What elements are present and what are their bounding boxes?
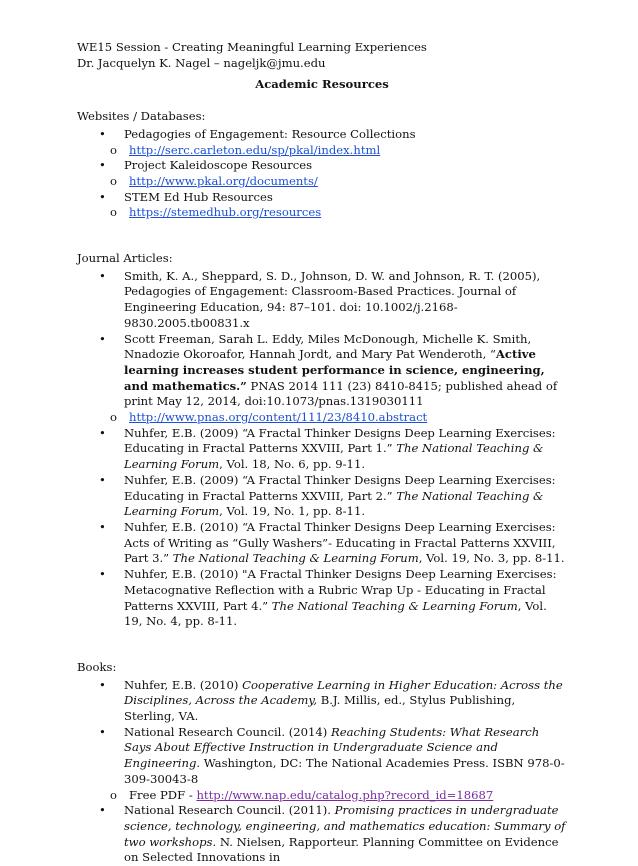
citation-text: Nuhfer, E.B. (2010) “A Fractal Thinker Designs Deep Learning Exercises: Acts of Writing as “Gully Washers”- Educating in Fractal Patterns XXVIII, Part 3.” — [124, 519, 556, 566]
page-title: Academic Resources — [255, 77, 389, 92]
pdf-link[interactable]: http://www.nap.edu/catalog.php?record_id=18687 — [196, 787, 494, 802]
citation-text: Nuhfer, E.B. (2009) “A Fractal Thinker Designs Deep Learning Exercises: Educating in Fractal Patterns XXVIII, Part 2.” — [124, 472, 556, 503]
journals-section — [77, 251, 567, 630]
document-page — [77, 40, 567, 866]
citation-rest: N. Nielsen, Rapporteur. Planning Committee on Evidence on Selected Innovations in — [124, 834, 559, 865]
journal-name: The National Teaching & Learning Forum — [124, 441, 544, 472]
book-title: Promising practices in undergraduate science, technology, engineering, and mathematics education: Summary of two workshops. — [124, 803, 566, 849]
book-title: Cooperative Learning in Higher Education: Across the Disciplines, Across the Academy, — [124, 677, 563, 708]
citation-text: Nuhfer, E.B. (2009) “A Fractal Thinker Designs Deep Learning Exercises: Educating in Fractal Patterns XXVIII, Part 1.” — [124, 425, 556, 456]
citation-rest: Washington, DC: The National Academies Press. ISBN 978-0-309-30043-8 — [124, 756, 565, 786]
list-item — [99, 520, 567, 567]
citation-volume: , Vol. 19, No. 3, pp. 8-11. — [418, 551, 565, 566]
list-item — [99, 127, 567, 143]
website-label: STEM Ed Hub Resources — [124, 189, 273, 204]
session-title: WE15 Session - Creating Meaningful Learning Experiences — [77, 40, 427, 54]
list-item — [99, 332, 567, 411]
citation-volume: , Vol. 19, No. 4, pp. 8-11. — [124, 598, 547, 629]
list-item — [99, 678, 567, 725]
sub-list-item — [110, 205, 567, 221]
sub-list-item — [110, 788, 567, 804]
website-link[interactable]: http://www.pkal.org/documents/ — [129, 173, 318, 188]
citation-text: National Research Council. (2011). — [124, 803, 335, 818]
journal-name: The National Teaching & Learning Forum — [172, 551, 419, 566]
sub-list-item — [110, 410, 567, 426]
citation-text: Smith, K. A., Sheppard, S. D., Johnson, D. W. and Johnson, R. T. (2005), Pedagogies of Engagement: Classroom-Based Practices. Journal of Engineering Education, 94: 87–101. doi: 10.1002/j.2168-9830.2005.tb00831.x — [124, 268, 541, 330]
citation-authors: Scott Freeman, Sarah L. Eddy, Miles McDonough, Michelle K. Smith, Nnadozie Okoroafor, Hannah Jordt, and Mary Pat Wenderoth, “ — [124, 331, 532, 362]
list-item — [99, 426, 567, 473]
website-link[interactable]: https://stemedhub.org/resources — [129, 205, 322, 220]
list-item — [99, 158, 567, 174]
list-item — [99, 269, 567, 332]
websites-heading: Websites / Databases: — [77, 109, 206, 124]
book-title: Reaching Students: What Research Says About Effective Instruction in Undergraduate Science and Engineering. — [124, 724, 540, 771]
list-item — [99, 725, 567, 788]
website-label: Pedagogies of Engagement: Resource Collections — [124, 126, 416, 141]
list-item — [99, 567, 567, 630]
citation-title: Active learning increases student performance in science, engineering, and mathematics.” — [124, 347, 545, 393]
websites-section — [77, 109, 567, 221]
books-section — [77, 660, 567, 866]
website-label: Project Kaleidoscope Resources — [124, 158, 313, 173]
books-heading: Books: — [77, 659, 117, 674]
list-item — [99, 803, 567, 866]
citation-link[interactable]: http://www.pnas.org/content/111/23/8410.abstract — [129, 410, 428, 425]
citation-volume: , Vol. 19, No. 1, pp. 8-11. — [219, 504, 366, 519]
author-line: Dr. Jacquelyn K. Nagel – nageljk@jmu.edu — [77, 55, 326, 70]
sub-list-item — [110, 143, 567, 159]
citation-text: National Research Council. (2014) — [124, 724, 331, 739]
sub-list-item — [110, 174, 567, 190]
journals-heading: Journal Articles: — [77, 251, 173, 266]
pdf-label: Free PDF - — [129, 787, 197, 802]
website-link[interactable]: http://serc.carleton.edu/sp/pkal/index.html — [129, 142, 381, 157]
list-item — [99, 190, 567, 206]
citation-text: Nuhfer, E.B. (2010) "A Fractal Thinker Designs Deep Learning Exercises: Metacognative Reflection with a Rubric Wrap Up - Educating in Fractal Patterns XXVIII, Part 4.” — [124, 567, 557, 613]
journal-name: The National Teaching & Learning Forum — [124, 488, 544, 519]
journal-name: The National Teaching & Learning Forum — [271, 598, 518, 613]
citation-text: Nuhfer, E.B. (2010) — [124, 677, 243, 692]
list-item — [99, 473, 567, 520]
citation-rest: B.J. Millis, ed., Stylus Publishing, Sterling, VA. — [124, 693, 516, 724]
citation-volume: , Vol. 18, No. 6, pp. 9-11. — [219, 457, 366, 472]
citation-rest: PNAS 2014 111 (23) 8410-8415; published ahead of print May 12, 2014, doi:10.1073/pnas.1319030111 — [124, 378, 558, 409]
